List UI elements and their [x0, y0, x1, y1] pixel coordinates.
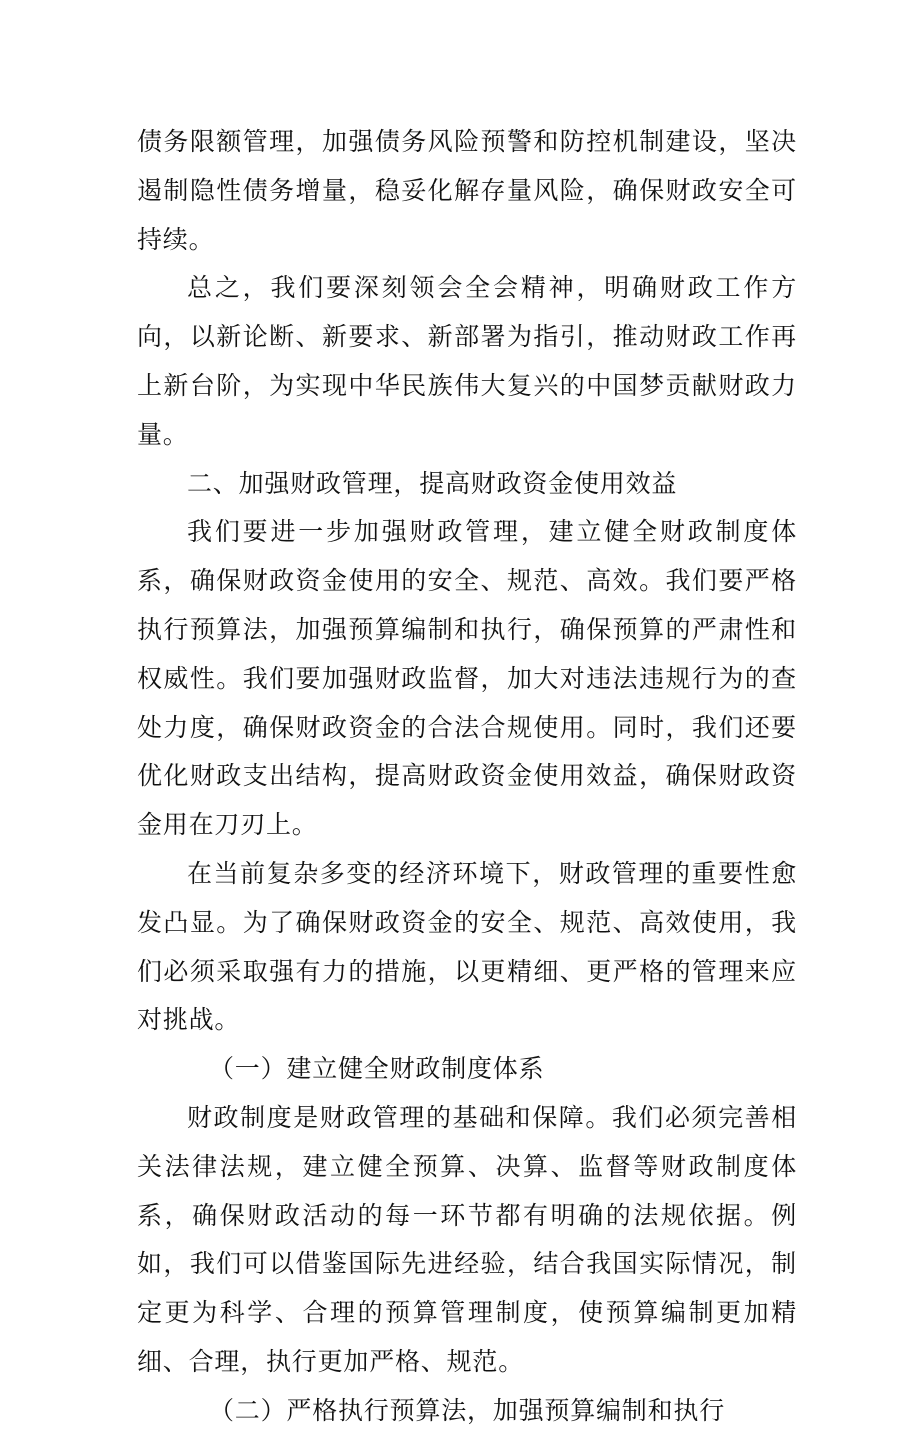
paragraph-finance-management: 我们要进一步加强财政管理，建立健全财政制度体系，确保财政资金使用的安全、规范、高效。我们要严格执行预算法，加强预算编制和执行，确保预算的严肃性和权威性。我们要加强财政监督，加大对违法违规行为的查处力度，确保财政资金的合法合规使用。同时，我们还要优化财政支出结构，提高财政资金使用效益，确保财政资金用在刀刃上。: [137, 517, 797, 840]
paragraph-summary: 总之，我们要深刻领会全会精神，明确财政工作方向，以新论断、新要求、新部署为指引，推动财政工作再上新台阶，为实现中华民族伟大复兴的中国梦贡献财政力量。: [137, 273, 797, 449]
paragraph-economic-environment: 在当前复杂多变的经济环境下，财政管理的重要性愈发凸显。为了确保财政资金的安全、规范、高效使用，我们必须采取强有力的措施，以更精细、更严格的管理来应对挑战。: [137, 858, 797, 1035]
document-body: [137, 118, 797, 1436]
subsection-heading-2: （二）严格执行预算法，加强预算编制和执行: [209, 1395, 726, 1425]
paragraph-debt-management: 债务限额管理，加强债务风险预警和防控机制建设，坚决遏制隐性债务增量，稳妥化解存量风险，确保财政安全可持续。: [137, 127, 797, 254]
paragraph-finance-system: 财政制度是财政管理的基础和保障。我们必须完善相关法律法规，建立健全预算、决算、监督等财政制度体系，确保财政活动的每一环节都有明确的法规依据。例如，我们可以借鉴国际先进经验，结合我国实际情况，制定更为科学、合理的预算管理制度，使预算编制更加精细、合理，执行更加严格、规范。: [137, 1102, 797, 1376]
subsection-heading-1: （一）建立健全财政制度体系: [209, 1054, 545, 1084]
section-heading-2: 二、加强财政管理，提高财政资金使用效益: [187, 468, 678, 498]
